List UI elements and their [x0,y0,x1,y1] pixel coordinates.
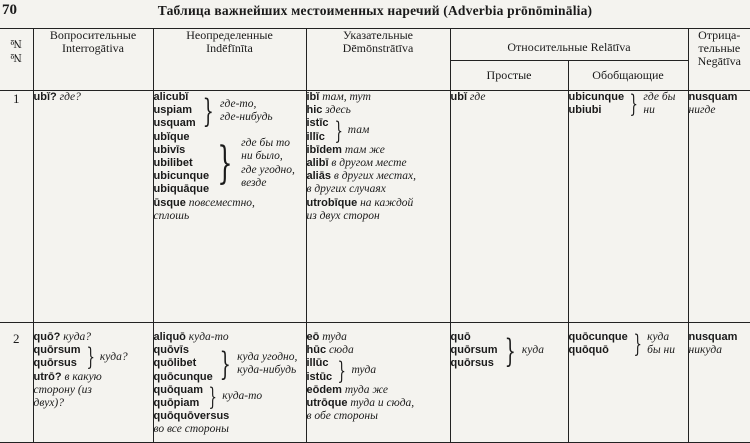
row-number: 1 [0,91,33,323]
table-row [0,323,750,443]
demonstrativa-cell: ibĭ там, тут hic здесь istīc illīc } там ibīdem там же alibī в другом месте aliās в других местах, в других случаях utrobīque на каждой из двух сторон [306,91,450,323]
relativa-general-cell: quōcunque quōquō } куда бы ни [568,323,688,443]
brace: } [208,383,217,412]
indefinita-cell: alicubĭ uspiam usquam } где-то, где-нибудь ubĭque ubivīs ubilibet ubicunque ubiquāque } где бы то ни было, где угодно, везде ūsque повсеместно, сплошь [153,91,306,323]
header-relativa-simple: Простые [450,61,568,91]
header-interrogativa: Вопросительные Interrogātiva [33,29,153,91]
brace: } [219,345,231,383]
relativa-simple-cell: quō quōrsum quōrsus } куда [450,323,568,443]
indefinita-cell: aliquō куда-то quōvīs quōlibet quōcunque } куда угодно, куда-нибудь quōquam quōpiam } куда-то quōquōversus во все стороны [153,323,306,443]
brace: } [217,137,233,189]
header-negativa: Отрица- тельные Negātīva [688,29,750,91]
page-number: 70 [2,2,17,18]
brace: } [337,356,347,385]
header-relativa: Относительные Relātīva [450,29,688,61]
demonstrativa-cell: eō туда hūc сюда illūc istūc } туда eōdem туда же utrōque туда и сюда, в обе стороны [306,323,450,443]
interrogativa-cell: ubĭ? где? [33,91,153,323]
brace: } [504,331,516,370]
brace: } [86,343,95,372]
brace: } [202,91,214,130]
header-number: №№ [0,29,33,91]
relativa-simple-cell: ubĭ где [450,91,568,323]
negativa-cell: nusquam никуда [688,323,750,443]
negativa-cell: nusquam нигде [688,91,750,323]
interrogativa-cell: quō? куда? quōrsum quōrsus } куда? utrō? в какую сторону (из двух)? [33,323,153,443]
row-number: 2 [0,323,33,443]
table-row [0,91,750,323]
header-demonstrativa: Указательные Dēmōnstrātīva [306,29,450,91]
relativa-general-cell: ubicunque ubiubi } где бы ни [568,91,688,323]
page-title: Таблица важнейших местоименных наречий (Adverbia prōnōminālia) [157,3,593,18]
header-relativa-general: Обобщающие [568,61,688,91]
brace: } [629,90,638,119]
adverbs-table [0,28,750,443]
brace: } [333,116,343,145]
header-indefinita: Неопределенные Indēfīnīta [153,29,306,91]
brace: } [633,330,642,359]
